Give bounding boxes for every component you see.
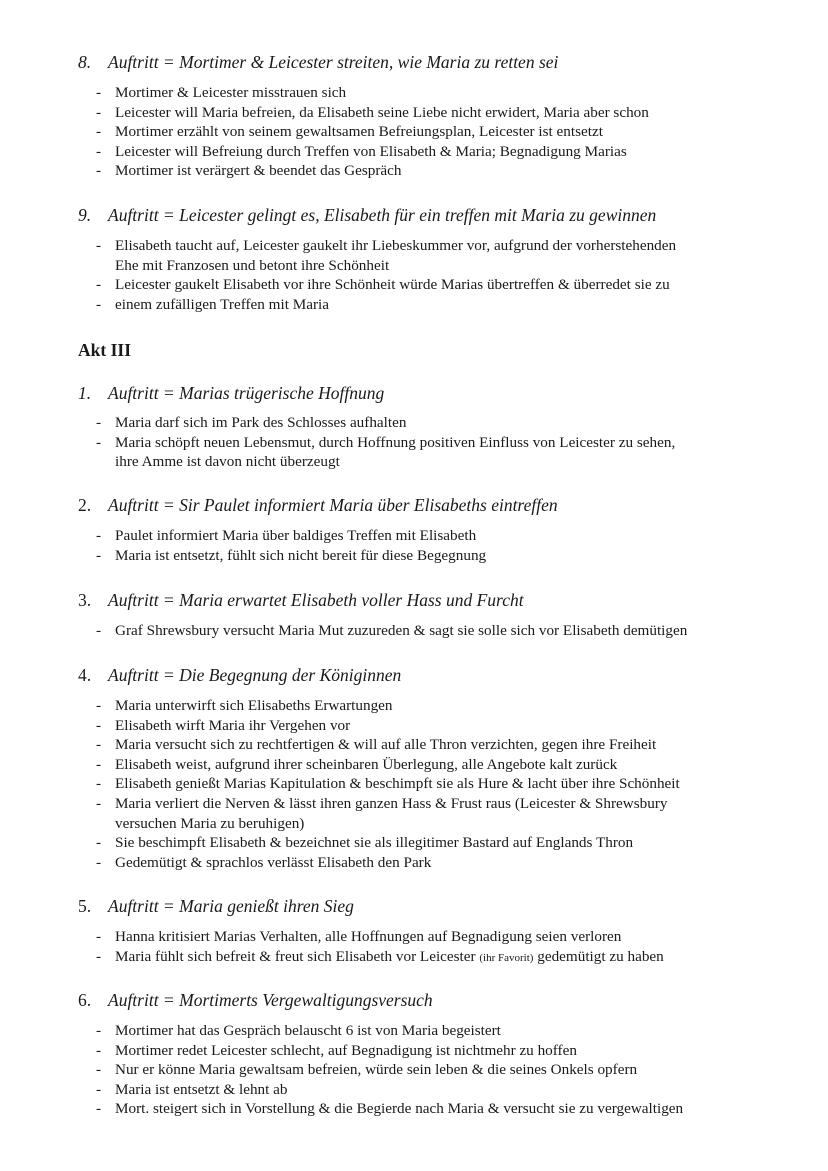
scene-number: 6. <box>78 990 92 1010</box>
list-item: - Sie beschimpft Elisabeth & bezeichnet sie als illegitimer Bastard auf Englands Thron <box>96 833 680 853</box>
text-run: Maria fühlt sich befreit & freut sich Elisabeth vor Leicester <box>115 947 480 965</box>
small-note: (ihr Favorit) <box>479 951 534 964</box>
list-item: - einem zufälligen Treffen mit Maria <box>96 295 676 315</box>
list-item: - Elisabeth taucht auf, Leicester gaukelt ihr Liebeskummer vor, aufgrund der vorherstehenden <box>96 236 676 256</box>
list-item: - Maria versucht sich zu rechtfertigen & will auf alle Thron verzichten, gegen ihre Freiheit <box>96 735 680 755</box>
scene-heading <box>78 383 384 403</box>
scene-heading <box>78 495 558 515</box>
list-item: - Mortimer hat das Gespräch belauscht 6 ist von Maria begeistert <box>96 1021 683 1041</box>
act-heading: Akt III <box>78 340 132 360</box>
scene-heading <box>78 896 354 916</box>
scene-title: Auftritt = Sir Paulet informiert Maria über Elisabeths eintreffen <box>108 495 558 515</box>
scene-number: 8. <box>78 52 92 72</box>
list-item: - Hanna kritisiert Marias Verhalten, alle Hoffnungen auf Begnadigung seien verloren <box>96 927 664 947</box>
scene-title: Auftritt = Leicester gelingt es, Elisabeth für ein treffen mit Maria zu gewinnen <box>108 205 657 225</box>
scene-number: 9. <box>78 205 92 225</box>
scene-number: 1. <box>78 383 92 403</box>
list-item <box>96 947 664 969</box>
list-item: - Mortimer ist verärgert & beendet das Gespräch <box>96 161 649 181</box>
list-item: - Leicester will Befreiung durch Treffen von Elisabeth & Maria; Begnadigung Marias <box>96 142 649 162</box>
bullet-list <box>96 621 687 641</box>
list-item: versuchen Maria zu beruhigen) <box>115 814 305 832</box>
scene-heading <box>78 665 401 685</box>
scene-number: 5. <box>78 896 92 916</box>
list-item: - Maria verliert die Nerven & lässt ihren ganzen Hass & Frust raus (Leicester & Shrewsbury <box>96 794 680 814</box>
bullet-list <box>96 526 486 565</box>
bullet-list <box>96 927 664 968</box>
scene-title: Auftritt = Maria erwartet Elisabeth voller Hass und Furcht <box>108 590 524 610</box>
list-item: - Paulet informiert Maria über baldiges Treffen mit Elisabeth <box>96 526 486 546</box>
list-item: - Elisabeth wirft Maria ihr Vergehen vor <box>96 716 680 736</box>
scene-heading <box>78 990 433 1010</box>
scene-title: Auftritt = Mortimer & Leicester streiten, wie Maria zu retten sei <box>108 52 559 72</box>
bullet-list <box>96 83 649 181</box>
scene-heading <box>78 52 558 72</box>
list-item: - Graf Shrewsbury versucht Maria Mut zuzureden & sagt sie solle sich vor Elisabeth demütigen <box>96 621 687 641</box>
scene-number: 3. <box>78 590 92 610</box>
list-item: - Maria unterwirft sich Elisabeths Erwartungen <box>96 696 680 716</box>
list-item: - Nur er könne Maria gewaltsam befreien, würde sein leben & die seines Onkels opfern <box>96 1060 683 1080</box>
list-item: - Maria ist entsetzt & lehnt ab <box>96 1080 683 1100</box>
list-item: - Mortimer erzählt von seinem gewaltsamen Befreiungsplan, Leicester ist entsetzt <box>96 122 649 142</box>
list-item: - Leicester will Maria befreien, da Elisabeth seine Liebe nicht erwidert, Maria aber schon <box>96 103 649 123</box>
list-item: Ehe mit Franzosen und betont ihre Schönheit <box>115 256 390 274</box>
scene-title: Auftritt = Die Begegnung der Königinnen <box>108 665 402 685</box>
bullet-list <box>96 413 675 472</box>
list-item: ihre Amme ist davon nicht überzeugt <box>115 453 340 471</box>
scene-heading <box>78 205 656 225</box>
scene-number: 2. <box>78 495 92 515</box>
scene-number: 4. <box>78 665 92 685</box>
list-item: - Gedemütigt & sprachlos verlässt Elisabeth den Park <box>96 853 680 873</box>
text-run: gedemütigt zu haben <box>533 947 664 965</box>
scene-heading <box>78 590 524 610</box>
list-item: - Elisabeth weist, aufgrund ihrer scheinbaren Überlegung, alle Angebote kalt zurück <box>96 755 680 775</box>
bullet-list <box>96 236 676 314</box>
list-item: - Elisabeth genießt Marias Kapitulation & beschimpft sie als Hure & lacht über ihre Schönheit <box>96 774 680 794</box>
scene-title: Auftritt = Maria genießt ihren Sieg <box>108 896 354 916</box>
scene-title: Auftritt = Mortimerts Vergewaltigungsversuch <box>108 990 433 1010</box>
bullet-list <box>96 696 680 872</box>
list-item: - Maria ist entsetzt, fühlt sich nicht bereit für diese Begegnung <box>96 546 486 566</box>
list-item: - Maria schöpft neuen Lebensmut, durch Hoffnung positiven Einfluss von Leicester zu sehen, <box>96 433 675 453</box>
list-item: - Mortimer redet Leicester schlecht, auf Begnadigung ist nichtmehr zu hoffen <box>96 1041 683 1061</box>
list-item: - Mortimer & Leicester misstrauen sich <box>96 83 649 103</box>
scene-title: Auftritt = Marias trügerische Hoffnung <box>108 383 385 403</box>
list-item: - Mort. steigert sich in Vorstellung & die Begierde nach Maria & versucht sie zu vergewaltigen <box>96 1099 683 1119</box>
list-item: - Maria darf sich im Park des Schlosses aufhalten <box>96 413 675 433</box>
list-item: - Leicester gaukelt Elisabeth vor ihre Schönheit würde Marias übertreffen & überredet sie zu <box>96 275 676 295</box>
bullet-list <box>96 1021 683 1119</box>
